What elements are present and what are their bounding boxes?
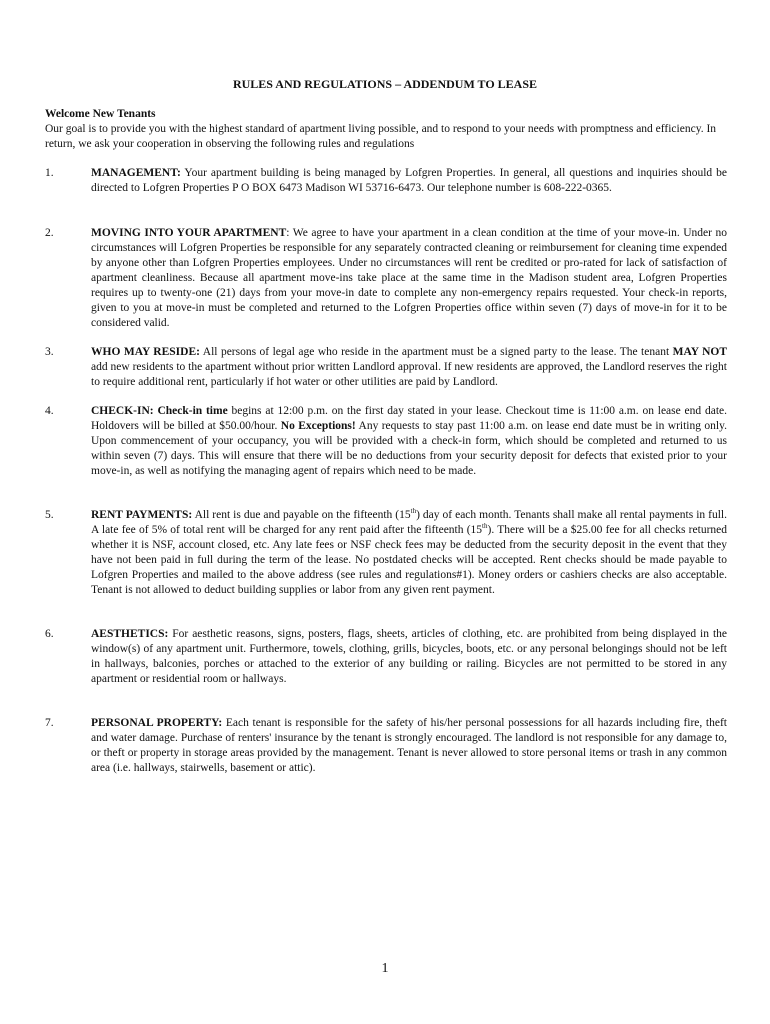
rule-emphasis: MAY NOT xyxy=(672,346,727,358)
rule-body xyxy=(91,226,727,331)
rule-number: 3. xyxy=(45,346,54,358)
rule-label: AESTHETICS: xyxy=(91,628,169,640)
ordinal-suffix: th xyxy=(482,522,488,531)
rule-body xyxy=(91,166,727,196)
document-title: RULES AND REGULATIONS – ADDENDUM TO LEASE xyxy=(232,77,538,91)
rule-body xyxy=(91,345,727,390)
ordinal-suffix: th xyxy=(410,507,417,516)
rule-text: For aesthetic reasons, signs, posters, flags, sheets, articles of clothing, etc. are prohibited from being displayed in the window(s) of any apartment unit. Furthermore, towels, clothing, grills, bicycles, boots, etc. or any personal belongings should not be left in hallways, balconies, porches or attached to the exterior of any building or railing. Bicycles are not permitted to be stored in any apartment or residential room or hallways. xyxy=(91,628,727,685)
rule-body xyxy=(91,404,727,479)
rule-number: 6. xyxy=(45,628,54,640)
welcome-heading: Welcome New Tenants xyxy=(45,108,156,120)
rule-label: CHECK-IN: xyxy=(91,405,154,417)
rule-text: Your apartment building is being managed by Lofgren Properties. In general, all questions and inquiries should be directed to Lofgren Properties P O BOX 6473 Madison WI 53716-6473. Our telephone number is 608-222-0365. xyxy=(91,167,727,194)
rule-number: 4. xyxy=(45,405,54,417)
rule-text: ). There will be a $25.00 fee for all checks returned whether it is NSF, account closed, etc. Any late fees or NSF check fees may be deducted from the security deposit in the event that they have not been paid in full during the term of the lease. No postdated checks will be accepted. Rent checks should be made payable to Lofgren Properties and mailed to the above address (see rules and regulations#1). Money orders or cashiers checks are also acceptable. Tenant is not allowed to deduct building supplies or labor from any given rent payment. xyxy=(91,524,727,596)
rule-number: 1. xyxy=(45,167,54,179)
rule-emphasis: Check-in time xyxy=(153,405,228,417)
rule-text: All rent is due and payable on the fifteenth (15 xyxy=(192,509,411,521)
rule-label: MOVING INTO YOUR APARTMENT xyxy=(91,227,287,239)
rule-text: All persons of legal age who reside in the apartment must be a signed party to the lease. The tenant xyxy=(199,346,673,358)
rule-emphasis: No Exceptions! xyxy=(280,420,356,432)
rule-body xyxy=(91,627,727,687)
rule-label: PERSONAL PROPERTY: xyxy=(91,717,223,729)
rule-number: 7. xyxy=(45,717,54,729)
welcome-section xyxy=(45,107,725,152)
rule-label: WHO MAY RESIDE: xyxy=(91,346,200,358)
rule-label: RENT PAYMENTS: xyxy=(91,509,193,521)
rule-text: ) day of each month. Tenants shall make all rental payments in full. A late fee of 5% of total rent will be charged for any rent paid after the fifteenth (15 xyxy=(91,509,727,536)
rule-number: 2. xyxy=(45,227,54,239)
rule-text: Each tenant is responsible for the safety of his/her personal possessions for all hazards including fire, theft and water damage. Purchase of renters' insurance by the tenant is strongly encouraged. The landlord is not responsible for any damage to, or theft or property in storage areas provided by the management. Tenant is never allowed to store personal items or trash in any common area (i.e. hallways, stairwells, basement or attic). xyxy=(91,717,727,774)
rule-text: add new residents to the apartment without prior written Landlord approval. If new residents are approved, the Landlord reserves the right to require additional rent, particularly if hot water or other utilities are paid by Landlord. xyxy=(91,361,727,388)
rule-body xyxy=(91,508,727,598)
rule-text: : We agree to have your apartment in a clean condition at the time of your move-in. Under no circumstances will Lofgren Properties be responsible for any separately contracted cleaning or reimbursement for cleaning time expended by anyone other than Lofgren Properties employees. Under no circumstances will rent be credited or pro-rated for lack of satisfaction of apartment cleanliness. Because all apartment move-ins take place at the same time in the Madison student area, Lofgren Properties requires up to twenty-one (21) days from your move-in date to complete any non-emergency repairs requested. Your check-in reports, given to you at move-in must be completed and returned to the Lofgren Properties office within seven (7) days of move-in for it to be considered valid. xyxy=(91,227,727,329)
welcome-text: Our goal is to provide you with the highest standard of apartment living possible, and to respond to your needs with promptness and efficiency. In return, we ask your cooperation in observing the following rules and regulations xyxy=(45,123,717,150)
rule-body xyxy=(91,716,727,776)
rule-number: 5. xyxy=(45,509,54,521)
rule-text: Any requests to stay past 11:00 a.m. on lease end date must be in writing only. Upon commencement of your occupancy, you will be provided with a check-in form, which should be completed and returned to us within seven (7) days. This will ensure that there will be no deductions from your security deposit for defects that existed prior to your move-in, as well as notifying the managing agent of repairs which need to be made. xyxy=(91,420,727,477)
rule-label: MANAGEMENT: xyxy=(91,167,181,179)
page-number: 1 xyxy=(381,961,389,976)
rule-text: begins at 12:00 p.m. on the first day stated in your lease. Checkout time is 11:00 a.m. on lease end date. Holdovers will be billed at $50.00/hour. xyxy=(91,405,727,432)
